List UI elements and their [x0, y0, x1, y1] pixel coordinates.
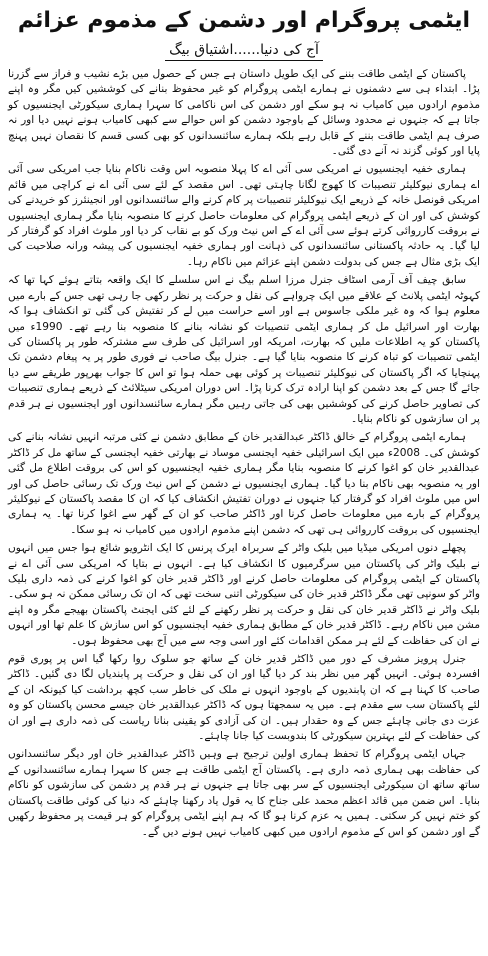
byline-container [8, 40, 480, 61]
article-paragraph: پاکستان کے ایٹمی طاقت بننے کی ایک طویل داستان ہے جس کے حصول میں بڑے نشیب و فراز سے گزرنا پڑا۔ ابتداء ہی سے دشمنوں نے ہمارے ایٹمی پروگرام کو غیر محفوظ بنانے کی کوششیں کیں مگر وہ اپنے مذموم ارادوں میں کامیاب نہ ہو سکے اور دشمن کی اس ناکامی کا سہرا ہماری سیکورٹی ایجنسیوں کو جاتا ہے کہ جنہوں نے محدود وسائل کے باوجود دشمن کو اس حوالے سے کبھی کامیاب ہونے نہیں دیا اور نہ صرف ہم ایٹمی طاقت بننے کے قابل رہے بلکہ ہمارے سائنسدانوں کو بھی کسی قسم کا نقصان نہیں پہنچ پایا اور کوئی گزند نہ آنے دی گئی۔ [8, 68, 480, 158]
article-paragraph: جنرل پرویز مشرف کے دور میں ڈاکٹر قدیر خان کے ساتھ جو سلوک روا رکھا گیا اس پر پوری قوم افسردہ ہوئی۔ انہیں گھر میں نظر بند کر دیا گیا اور ان کی نقل و حرکت پر پابندیاں لگا دی گئیں۔ ڈاکٹر صاحب کا کہنا ہے کہ ان پابندیوں کے باوجود انہوں نے ملک کی خاطر سب کچھ برداشت کیا کیونکہ ان کے لئے پاکستان سب سے مقدم ہے۔ میں یہ سمجھتا ہوں کہ ڈاکٹر عبدالقدیر خان جیسے محسن پاکستان کو وہ عزت دی جانی چاہئے جس کے وہ حقدار ہیں۔ ان کی آزادی کو یقینی بنانا ریاست کی ذمہ داری ہے اور ان کی حفاظت کے لئے بہترین سیکورٹی کا بندوبست کیا جانا چاہئے۔ [8, 653, 480, 743]
article-body [8, 67, 480, 840]
article-paragraph: پچھلے دنوں امریکی میڈیا میں بلیک واٹر کے سربراہ ایرک پرنس کا ایک انٹرویو شائع ہوا جس میں انہوں نے بلیک واٹر کی پاکستان میں سرگرمیوں کا انکشاف کیا ہے۔ انہوں نے بتایا کہ امریکی سی آئی اے نے پاکستان کے ایٹمی پروگرام کی معلومات حاصل کرنے اور ڈاکٹر قدیر خان کو اغوا کرنے کی ذمہ داری بلیک واٹر کو سونپی تھی مگر ڈاکٹر قدیر خان کی سیکورٹی اتنی سخت تھی کہ ان تک رسائی ممکن نہ ہو سکی۔ بلیک واٹر نے ڈاکٹر قدیر خان کی نقل و حرکت پر نظر رکھنے کے لئے کئی ایجنٹ پاکستان بھیجے مگر وہ اپنے مشن میں ناکام رہے۔ ڈاکٹر قدیر خان کے مطابق ہماری خفیہ ایجنسیوں کو اس سازش کا علم تھا اور انہوں نے ان کی حفاظت کے لئے ہر ممکن اقدامات کئے اور اسی وجہ سے میں آج بھی محفوظ ہوں۔ [8, 542, 480, 647]
article-paragraph: ہماری خفیہ ایجنسیوں نے امریکی سی آئی اے کا پہلا منصوبہ اس وقت ناکام بنایا جب امریکی سی آئی اے ہماری نیوکلیئر تنصیبات کا کھوج لگانا چاہتی تھی۔ اس مقصد کے لئے سی آئی اے نے کراچی میں قائم امریکی قونصل خانہ کے ذریعے ایک نیوکلیئر تنصیبات پر کام کرنے والے سائنسدانوں اور انجینئرز کو خریدنے کی کوشش کی اور ان کے ذریعے ایٹمی پروگرام کی معلومات حاصل کرنے کا منصوبہ بنایا مگر ہماری ایجنسیوں نے بروقت کارروائی کرتے ہوئے سی آئی اے کے اس نیٹ ورک کو بے نقاب کر دیا اور ملوث افراد کو گرفتار کر لیا گیا۔ یہ حادثہ پاکستانی سائنسدانوں کی ذہانت اور ہماری خفیہ ایجنسیوں کی پیشہ ورانہ صلاحیت کی ایک بڑی مثال ہے جس کی بدولت دشمن اپنے عزائم میں ناکام رہا۔ [8, 163, 480, 268]
article-paragraph: جہاں ایٹمی پروگرام کا تحفظ ہماری اولین ترجیح ہے وہیں ڈاکٹر عبدالقدیر خان اور دیگر سائنسدانوں کی حفاظت بھی ہماری ذمہ داری ہے۔ پاکستان آج ایٹمی طاقت ہے جس کا سہرا ہمارے سائنسدانوں کے ساتھ ساتھ ان سیکورٹی ایجنسیوں کے سر بھی جاتا ہے جنہوں نے ہر قدم پر دشمن کی سازشوں کو ناکام بنایا۔ اس ضمن میں قائد اعظم محمد علی جناح کا یہ قول یاد رکھنا چاہئے کہ دنیا کی کوئی طاقت پاکستان کو ختم نہیں کر سکتی۔ ہمیں یہ عزم کرنا ہو گا کہ ہم اپنے ایٹمی پروگرام کو ہر قیمت پر محفوظ رکھیں گے اور دشمن کو اس کے مذموم ارادوں میں کبھی کامیاب نہیں ہونے دیں گے۔ [8, 748, 480, 838]
article-headline: ایٹمی پروگرام اور دشمن کے مذموم عزائم [17, 8, 471, 33]
article-paragraph: سابق چیف آف آرمی اسٹاف جنرل مرزا اسلم بیگ نے اس سلسلے کا ایک واقعہ بتاتے ہوئے کہا تھا کہ کہوٹہ ایٹمی پلانٹ کے علاقے میں ایک چرواہے کی نقل و حرکت پر نظر رکھی جا رہی تھی جس کے بارے میں معلوم ہوا کہ وہ غیر ملکی جاسوس ہے اور اسے حراست میں لے کر تفتیش کی گئی تو انکشاف ہوا کہ بھارت اور اسرائیل مل کر ہماری ایٹمی تنصیبات کو نشانہ بنانے کا منصوبہ بنا رہے تھے۔ 1990ء میں پاکستان کو یہ اطلاعات ملیں کہ بھارت، امریکہ اور اسرائیل کی طرف سے مشترکہ طور پر پاکستان کی ایٹمی تنصیبات کو تباہ کرنے کا منصوبہ بنایا گیا ہے۔ جنرل بیگ صاحب نے فوری طور پر یہ پیغام دشمن تک پہنچایا کہ اگر پاکستان کی نیوکلیئر تنصیبات پر کوئی بھی حملہ ہوا تو اس کا جواب بھرپور طریقے سے دیا جائے گا جس کے بعد دشمن کو اپنا ارادہ ترک کرنا پڑا۔ اس دوران امریکی سیٹلائٹ کے ذریعے ہماری تنصیبات کی تصاویر حاصل کرنے کی کوششیں بھی کی جاتی رہیں مگر ہمارے سائنسدانوں اور ایجنسیوں نے ہر قدم پر ان سازشوں کو ناکام بنایا۔ [8, 274, 480, 425]
article-paragraph: ہمارے ایٹمی پروگرام کے خالق ڈاکٹر عبدالقدیر خان کے مطابق دشمن نے کئی مرتبہ انہیں نشانہ بنانے کی کوشش کی۔ 2008ء میں ایک اسرائیلی خفیہ ایجنسی موساد نے بھارتی خفیہ ایجنسی کے ساتھ مل کر ڈاکٹر عبدالقدیر خان کو اغوا کرنے کا منصوبہ بنایا مگر ہماری خفیہ ایجنسیوں کو اس کی بروقت اطلاع مل گئی اور یہ منصوبہ بھی ناکام بنا دیا گیا۔ ہماری ایجنسیوں نے دشمن کے اس نیٹ ورک تک رسائی حاصل کی اور اس میں ملوث افراد کو گرفتار کیا جنہوں نے دوران تفتیش انکشاف کیا کہ ان کا مقصد پاکستان کے نیوکلیئر پروگرام کے بارے میں معلومات حاصل کرنا اور ڈاکٹر صاحب کو ان کے گھر سے اغوا کرنا تھا۔ یہ ہماری ایجنسیوں کی بروقت کارروائی ہی تھی کہ دشمن اپنے مذموم ارادوں میں کامیاب نہ ہو سکا۔ [8, 431, 481, 536]
article-byline: آج کی دنیا......اشتیاق بیگ [165, 40, 323, 61]
